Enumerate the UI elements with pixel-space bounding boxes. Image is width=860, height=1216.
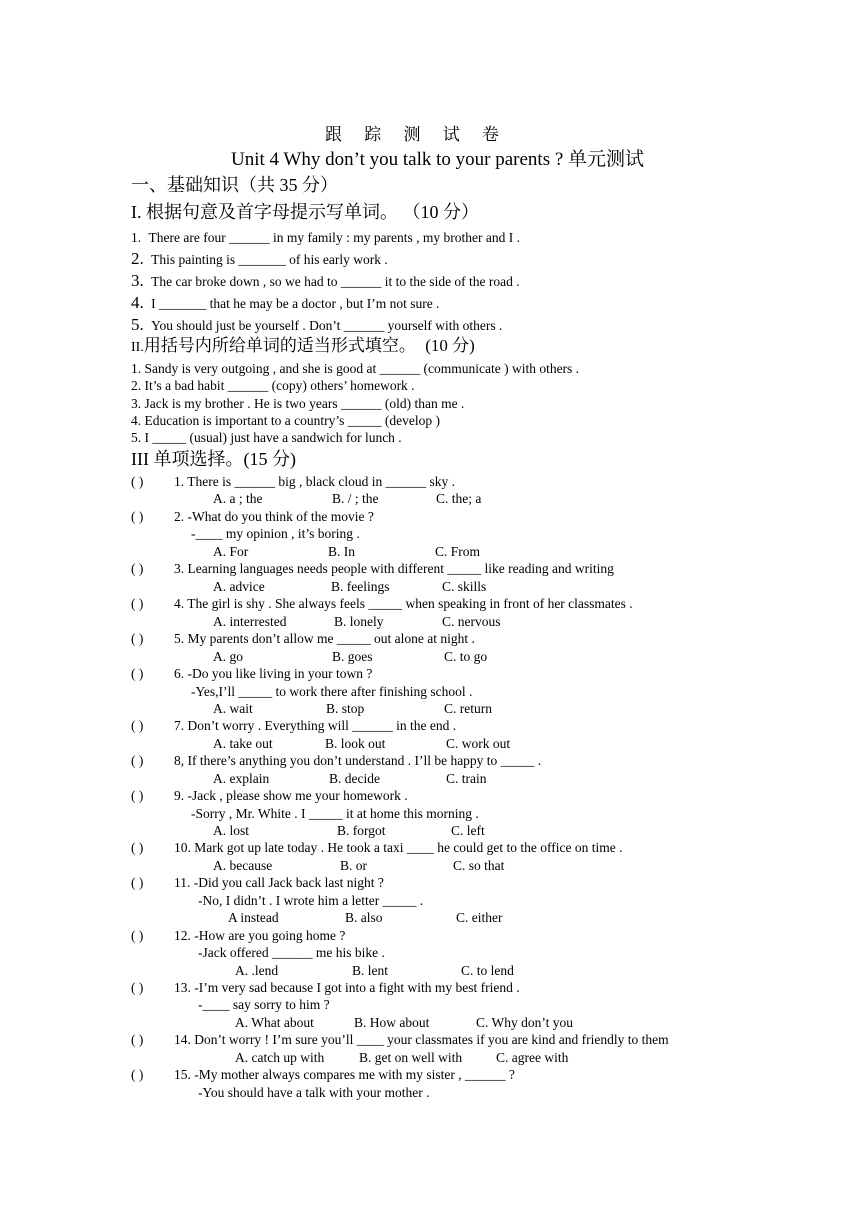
- answer-blank[interactable]: ( ): [131, 596, 144, 611]
- question-11-stem: 11. -Did you call Jack back last night ?: [174, 875, 384, 890]
- question-4-stem: 4. The girl is shy . She always feels _____ when speaking in front of her classmates .: [174, 596, 633, 611]
- question-6-option-a: A. wait: [213, 701, 253, 716]
- question-1-option-b: B. / ; the: [332, 491, 379, 506]
- question-13-option-b: B. How about: [354, 1015, 430, 1030]
- question-5-option-c: C. to go: [444, 649, 488, 664]
- question-8-stem: 8, If there’s anything you don’t understand . I’ll be happy to _____ .: [174, 753, 542, 768]
- question-1-option-a: A. a ; the: [213, 491, 263, 506]
- question-13-option-a: A. What about: [235, 1015, 314, 1030]
- question-4-option-c: C. nervous: [442, 614, 501, 629]
- question-15-sub: -You should have a talk with your mother .: [198, 1085, 430, 1100]
- question-8-option-c: C. train: [446, 771, 487, 786]
- answer-blank[interactable]: ( ): [131, 928, 144, 943]
- answer-blank[interactable]: ( ): [131, 1067, 144, 1082]
- question-9-option-b: B. forgot: [337, 823, 386, 838]
- item-text: There are four ______ in my family : my parents , my brother and I .: [148, 230, 521, 245]
- answer-blank[interactable]: ( ): [131, 980, 144, 995]
- question-12-stem: 12. -How are you going home ?: [174, 928, 346, 943]
- section-ii-item-2: 2. It’s a bad habit ______ (copy) others’ homework .: [131, 378, 415, 393]
- question-3-option-c: C. skills: [442, 579, 487, 594]
- question-14-option-a: A. catch up with: [235, 1050, 325, 1065]
- section-ii-score: (10 分): [425, 336, 475, 355]
- question-13-stem: 13. -I’m very sad because I got into a fight with my best friend .: [174, 980, 520, 995]
- question-2-option-a: A. For: [213, 544, 249, 559]
- question-6-option-c: C. return: [444, 701, 492, 716]
- question-6-stem: 6. -Do you like living in your town ?: [174, 666, 373, 681]
- question-14-stem: 14. Don’t worry ! I’m sure you’ll ____ your classmates if you are kind and friendly to them: [174, 1032, 669, 1047]
- section-i-item-5: [131, 316, 502, 334]
- answer-blank[interactable]: ( ): [131, 474, 144, 489]
- item-text: This painting is _______ of his early work .: [151, 252, 388, 267]
- question-5-option-b: B. goes: [332, 649, 373, 664]
- question-13-sub: -____ say sorry to him ?: [198, 997, 330, 1012]
- question-11-option-b: B. also: [345, 910, 383, 925]
- question-12-option-b: B. lent: [352, 963, 388, 978]
- answer-blank[interactable]: ( ): [131, 509, 144, 524]
- question-2-sub: -____ my opinion , it’s boring .: [191, 526, 360, 541]
- question-3-stem: 3. Learning languages needs people with different _____ like reading and writing: [174, 561, 614, 576]
- question-12-sub: -Jack offered ______ me his bike .: [198, 945, 385, 960]
- section-i-item-3: [131, 272, 520, 290]
- item-number: 2.: [131, 249, 144, 268]
- question-14-option-c: C. agree with: [496, 1050, 569, 1065]
- question-3-option-b: B. feelings: [331, 579, 390, 594]
- question-13-option-c: C. Why don’t you: [476, 1015, 574, 1030]
- question-4-option-b: B. lonely: [334, 614, 384, 629]
- question-10-stem: 10. Mark got up late today . He took a taxi ____ he could get to the office on time .: [174, 840, 623, 855]
- item-number: 5.: [131, 315, 144, 334]
- item-number: 1.: [131, 230, 142, 245]
- question-1-option-c: C. the; a: [436, 491, 482, 506]
- section-ii-item-3: 3. Jack is my brother . He is two years ______ (old) than me .: [131, 396, 465, 411]
- question-12-option-a: A. .lend: [235, 963, 279, 978]
- question-10-option-c: C. so that: [453, 858, 505, 873]
- question-3-option-a: A. advice: [213, 579, 265, 594]
- question-7-option-c: C. work out: [446, 736, 511, 751]
- question-11-option-c: C. either: [456, 910, 503, 925]
- item-text: You should just be yourself . Don’t ______ yourself with others .: [151, 318, 503, 333]
- item-text: I _______ that he may be a doctor , but I’m not sure .: [151, 296, 440, 311]
- answer-blank[interactable]: ( ): [131, 1032, 144, 1047]
- question-11-sub: -No, I didn’t . I wrote him a letter _____ .: [198, 893, 424, 908]
- answer-blank[interactable]: ( ): [131, 875, 144, 890]
- answer-blank[interactable]: ( ): [131, 561, 144, 576]
- question-7-option-a: A. take out: [213, 736, 273, 751]
- part1-heading: 一、基础知识（共 35 分）: [131, 175, 338, 195]
- section-ii-heading: [131, 337, 475, 356]
- question-6-option-b: B. stop: [326, 701, 365, 716]
- question-11-option-a: A instead: [228, 910, 279, 925]
- section-iii-heading: III 单项选择。(15 分): [131, 449, 296, 469]
- question-2-stem: 2. -What do you think of the movie ?: [174, 509, 374, 524]
- exam-title-en: Unit 4 Why don’t you talk to your parents ? 单元测试: [231, 149, 645, 170]
- question-14-option-b: B. get on well with: [359, 1050, 463, 1065]
- answer-blank[interactable]: ( ): [131, 840, 144, 855]
- answer-blank[interactable]: ( ): [131, 753, 144, 768]
- question-9-option-a: A. lost: [213, 823, 250, 838]
- question-8-option-a: A. explain: [213, 771, 270, 786]
- section-ii-prefix: II.: [131, 340, 144, 355]
- question-15-stem: 15. -My mother always compares me with my sister , ______ ?: [174, 1067, 515, 1082]
- question-2-option-c: C. From: [435, 544, 481, 559]
- section-i-item-2: [131, 250, 388, 268]
- question-10-option-b: B. or: [340, 858, 367, 873]
- section-ii-item-5: 5. I _____ (usual) just have a sandwich for lunch .: [131, 430, 402, 445]
- question-9-option-c: C. left: [451, 823, 485, 838]
- question-8-option-b: B. decide: [329, 771, 380, 786]
- section-i-item-1: [131, 229, 520, 246]
- section-ii-title: 用括号内所给单词的适当形式填空。: [143, 336, 416, 355]
- section-i-heading: I. 根据句意及首字母提示写单词。 （10 分）: [131, 202, 479, 222]
- question-5-option-a: A. go: [213, 649, 243, 664]
- question-10-option-a: A. because: [213, 858, 273, 873]
- question-2-option-b: B. In: [328, 544, 355, 559]
- item-text: The car broke down , so we had to ______ it to the side of the road .: [151, 274, 520, 289]
- answer-blank[interactable]: ( ): [131, 631, 144, 646]
- item-number: 4.: [131, 293, 144, 312]
- question-12-option-c: C. to lend: [461, 963, 514, 978]
- question-9-stem: 9. -Jack , please show me your homework .: [174, 788, 408, 803]
- section-ii-item-1: 1. Sandy is very outgoing , and she is good at ______ (communicate ) with others .: [131, 361, 580, 376]
- question-5-stem: 5. My parents don’t allow me _____ out alone at night .: [174, 631, 475, 646]
- answer-blank[interactable]: ( ): [131, 718, 144, 733]
- item-number: 3.: [131, 271, 144, 290]
- section-i-item-4: [131, 294, 439, 312]
- question-4-option-a: A. interrested: [213, 614, 287, 629]
- answer-blank[interactable]: ( ): [131, 788, 144, 803]
- question-6-sub: -Yes,I’ll _____ to work there after finishing school .: [191, 684, 473, 699]
- question-7-option-b: B. look out: [325, 736, 386, 751]
- question-7-stem: 7. Don’t worry . Everything will ______ in the end .: [174, 718, 457, 733]
- question-9-sub: -Sorry , Mr. White . I _____ it at home this morning .: [191, 806, 479, 821]
- exam-title-cn: 跟 踪 测 试 卷: [325, 125, 508, 144]
- section-ii-item-4: 4. Education is important to a country’s _____ (develop ): [131, 413, 440, 428]
- question-1-stem: 1. There is ______ big , black cloud in ______ sky .: [174, 474, 455, 489]
- answer-blank[interactable]: ( ): [131, 666, 144, 681]
